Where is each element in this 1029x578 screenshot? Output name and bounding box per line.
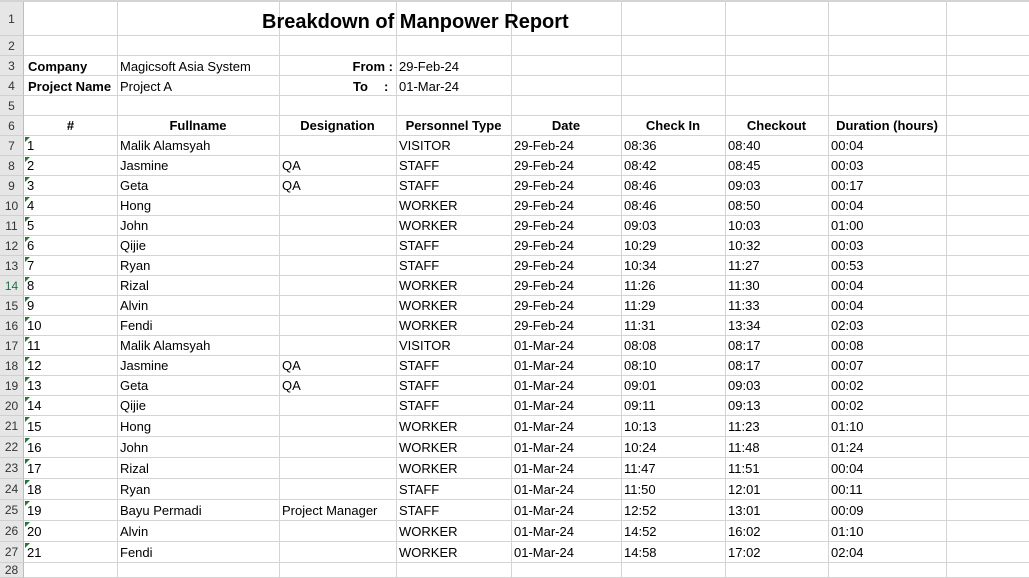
table-cell-name[interactable]: Alvin — [120, 298, 149, 313]
number-stored-as-text-indicator-icon — [25, 217, 30, 222]
table-cell-n[interactable]: 19 — [27, 503, 42, 518]
row-header[interactable]: 17 — [0, 336, 24, 356]
table-cell-dur[interactable]: 00:03 — [831, 158, 864, 173]
table-cell-n[interactable]: 5 — [27, 218, 35, 233]
table-cell-out[interactable]: 09:03 — [728, 378, 761, 393]
table-cell-name[interactable]: Fendi — [120, 318, 153, 333]
table-cell-name[interactable]: Rizal — [120, 278, 149, 293]
table-cell-type[interactable]: WORKER — [399, 198, 458, 213]
table-cell-out[interactable]: 11:48 — [728, 440, 760, 455]
table-cell-date[interactable]: 29-Feb-24 — [514, 318, 574, 333]
table-cell-designation[interactable] — [279, 256, 396, 276]
column-header[interactable]: Date — [551, 118, 581, 133]
table-cell-designation[interactable] — [279, 296, 396, 316]
table-cell-dur[interactable]: 00:03 — [831, 238, 864, 253]
number-stored-as-text-indicator-icon — [25, 337, 30, 342]
table-cell-out[interactable]: 11:30 — [728, 278, 760, 293]
table-cell-dur[interactable]: 02:04 — [831, 545, 864, 560]
table-cell-date[interactable]: 29-Feb-24 — [514, 198, 574, 213]
table-cell-name[interactable]: Hong — [120, 419, 152, 434]
number-stored-as-text-indicator-icon — [25, 397, 30, 402]
table-cell-name[interactable]: Rizal — [120, 461, 149, 476]
table-cell-n[interactable]: 7 — [27, 258, 35, 273]
table-cell-name[interactable]: Qijie — [120, 398, 147, 413]
table-cell-name[interactable]: Qijie — [120, 238, 147, 253]
row-header[interactable]: 5 — [0, 96, 24, 116]
table-cell-n[interactable]: 13 — [27, 378, 42, 393]
table-cell-n[interactable]: 8 — [27, 278, 35, 293]
table-cell-type[interactable]: WORKER — [399, 318, 458, 333]
number-stored-as-text-indicator-icon — [25, 377, 30, 382]
table-cell-date[interactable]: 29-Feb-24 — [514, 178, 574, 193]
number-stored-as-text-indicator-icon — [25, 480, 30, 485]
table-cell-designation[interactable] — [279, 216, 396, 236]
number-stored-as-text-indicator-icon — [25, 543, 30, 548]
number-stored-as-text-indicator-icon — [25, 438, 30, 443]
table-cell-designation[interactable] — [279, 542, 396, 563]
table-cell-dur[interactable]: 00:04 — [831, 138, 864, 153]
table-cell-designation[interactable] — [279, 196, 396, 216]
table-cell-n[interactable]: 3 — [27, 178, 35, 193]
table-cell-in[interactable]: 11:26 — [624, 278, 656, 293]
table-cell-name[interactable]: Geta — [120, 378, 149, 393]
table-cell-type[interactable]: WORKER — [399, 545, 458, 560]
column-header[interactable]: # — [66, 118, 75, 133]
row-header[interactable]: 3 — [0, 56, 24, 76]
table-cell-date[interactable]: 01-Mar-24 — [514, 440, 574, 455]
table-cell-designation[interactable] — [279, 437, 396, 458]
table-cell-out[interactable]: 08:17 — [728, 358, 761, 373]
table-cell-date[interactable]: 01-Mar-24 — [514, 378, 574, 393]
table-cell-name[interactable]: Geta — [120, 178, 149, 193]
table-cell-type[interactable]: WORKER — [399, 278, 458, 293]
table-cell-designation[interactable] — [279, 276, 396, 296]
table-cell-in[interactable]: 14:52 — [624, 524, 657, 539]
table-cell-out[interactable]: 11:51 — [728, 461, 760, 476]
table-cell-in[interactable]: 08:46 — [624, 198, 657, 213]
table-cell-name[interactable]: Ryan — [120, 482, 151, 497]
column-header[interactable]: Personnel Type — [405, 118, 502, 133]
table-cell-out[interactable]: 11:27 — [728, 258, 760, 273]
to-colon[interactable]: : — [384, 79, 389, 94]
table-cell-n[interactable]: 11 — [27, 338, 41, 353]
table-cell-dur[interactable]: 00:07 — [831, 358, 864, 373]
table-cell-dur[interactable]: 00:11 — [831, 482, 863, 497]
row-header[interactable]: 4 — [0, 76, 24, 96]
number-stored-as-text-indicator-icon — [25, 297, 30, 302]
row-header[interactable]: 6 — [0, 116, 24, 136]
row-header[interactable]: 25 — [0, 500, 24, 521]
table-cell-in[interactable]: 10:34 — [624, 258, 657, 273]
column-header[interactable]: Designation — [300, 118, 375, 133]
column-header[interactable]: Checkout — [746, 118, 807, 133]
table-cell-out[interactable]: 12:01 — [728, 482, 761, 497]
table-cell-designation[interactable] — [279, 236, 396, 256]
table-cell-out[interactable]: 09:13 — [728, 398, 761, 413]
table-cell-in[interactable]: 10:29 — [624, 238, 657, 253]
table-cell-in[interactable]: 14:58 — [624, 545, 657, 560]
table-cell-in[interactable]: 10:13 — [624, 419, 657, 434]
table-cell-out[interactable]: 13:34 — [728, 318, 761, 333]
table-cell-n[interactable]: 1 — [27, 138, 35, 153]
table-cell-designation[interactable]: QA — [282, 178, 301, 193]
table-cell-date[interactable]: 01-Mar-24 — [514, 503, 574, 518]
table-cell-dur[interactable]: 00:04 — [831, 278, 864, 293]
table-cell-dur[interactable]: 00:17 — [831, 178, 864, 193]
table-cell-type[interactable]: STAFF — [399, 238, 440, 253]
table-cell-out[interactable]: 08:50 — [728, 198, 761, 213]
report-title[interactable]: Breakdown of Manpower Report — [262, 11, 569, 33]
column-header-strip — [0, 0, 1029, 2]
table-cell-date[interactable]: 29-Feb-24 — [514, 258, 574, 273]
row-header[interactable]: 18 — [0, 356, 24, 376]
table-cell-dur[interactable]: 01:10 — [831, 419, 864, 434]
row-header[interactable]: 1 — [0, 2, 24, 36]
table-cell-name[interactable]: John — [120, 440, 149, 455]
table-cell-dur[interactable]: 00:04 — [831, 198, 864, 213]
table-cell-in[interactable]: 09:01 — [624, 378, 657, 393]
row-header[interactable]: 27 — [0, 542, 24, 563]
table-cell-name[interactable]: Jasmine — [120, 158, 169, 173]
number-stored-as-text-indicator-icon — [25, 459, 30, 464]
from-value[interactable]: 29-Feb-24 — [399, 59, 459, 74]
table-cell-name[interactable]: Ryan — [120, 258, 151, 273]
number-stored-as-text-indicator-icon — [25, 237, 30, 242]
table-cell-n[interactable]: 9 — [27, 298, 35, 313]
table-cell-type[interactable]: WORKER — [399, 461, 458, 476]
number-stored-as-text-indicator-icon — [25, 197, 30, 202]
table-cell-dur[interactable]: 01:24 — [831, 440, 864, 455]
table-cell-n[interactable]: 15 — [27, 419, 42, 434]
table-cell-name[interactable]: Malik Alamsyah — [120, 338, 211, 353]
table-cell-date[interactable]: 01-Mar-24 — [514, 338, 574, 353]
table-cell-type[interactable]: STAFF — [399, 378, 440, 393]
table-cell-n[interactable]: 21 — [27, 545, 42, 560]
table-cell-n[interactable]: 20 — [27, 524, 42, 539]
number-stored-as-text-indicator-icon — [25, 277, 30, 282]
table-cell-in[interactable]: 10:24 — [624, 440, 657, 455]
table-cell-out[interactable]: 17:02 — [728, 545, 761, 560]
table-cell-date[interactable]: 29-Feb-24 — [514, 278, 574, 293]
table-cell-type[interactable]: VISITOR — [399, 338, 451, 353]
table-cell-dur[interactable]: 00:08 — [831, 338, 864, 353]
table-cell-dur[interactable]: 00:04 — [831, 298, 864, 313]
table-cell-in[interactable]: 09:03 — [624, 218, 657, 233]
table-cell-out[interactable]: 10:03 — [728, 218, 761, 233]
table-cell-in[interactable]: 11:29 — [624, 298, 656, 313]
table-cell-in[interactable]: 08:46 — [624, 178, 657, 193]
table-cell-date[interactable]: 29-Feb-24 — [514, 238, 574, 253]
table-cell-out[interactable]: 09:03 — [728, 178, 761, 193]
company-label[interactable]: Company — [28, 59, 88, 74]
row-header[interactable]: 15 — [0, 296, 24, 316]
to-value[interactable]: 01-Mar-24 — [399, 79, 459, 94]
table-cell-dur[interactable]: 02:03 — [831, 318, 864, 333]
project-value[interactable]: Project A — [120, 79, 173, 94]
number-stored-as-text-indicator-icon — [25, 257, 30, 262]
to-label[interactable]: To — [353, 79, 368, 94]
table-cell-out[interactable]: 08:45 — [728, 158, 761, 173]
table-cell-designation[interactable]: QA — [282, 358, 301, 373]
table-cell-in[interactable]: 12:52 — [624, 503, 657, 518]
table-cell-designation[interactable]: QA — [282, 378, 301, 393]
project-label[interactable]: Project Name — [28, 79, 112, 94]
number-stored-as-text-indicator-icon — [25, 522, 30, 527]
row-header[interactable]: 2 — [0, 36, 24, 56]
table-cell-type[interactable]: WORKER — [399, 419, 458, 434]
table-cell-date[interactable]: 01-Mar-24 — [514, 398, 574, 413]
row-header[interactable]: 14 — [0, 276, 24, 296]
table-cell-designation[interactable] — [279, 521, 396, 542]
table-cell-out[interactable]: 11:23 — [728, 419, 760, 434]
table-cell-type[interactable]: WORKER — [399, 298, 458, 313]
table-cell-type[interactable]: STAFF — [399, 178, 440, 193]
table-cell-in[interactable]: 08:42 — [624, 158, 657, 173]
table-cell-n[interactable]: 4 — [27, 198, 35, 213]
table-cell-dur[interactable]: 00:02 — [831, 398, 864, 413]
table-cell-date[interactable]: 29-Feb-24 — [514, 138, 574, 153]
number-stored-as-text-indicator-icon — [25, 501, 30, 506]
table-cell-designation[interactable] — [279, 396, 396, 416]
table-cell-dur[interactable]: 00:02 — [831, 378, 864, 393]
row-header[interactable]: 21 — [0, 416, 24, 437]
column-header[interactable]: Check In — [645, 118, 701, 133]
number-stored-as-text-indicator-icon — [25, 157, 30, 162]
row-header[interactable]: 11 — [0, 216, 24, 236]
table-cell-in[interactable]: 08:08 — [624, 338, 657, 353]
table-cell-date[interactable]: 01-Mar-24 — [514, 358, 574, 373]
table-cell-designation[interactable] — [279, 316, 396, 336]
table-cell-in[interactable]: 08:36 — [624, 138, 657, 153]
table-cell-n[interactable]: 14 — [27, 398, 42, 413]
table-cell-date[interactable]: 29-Feb-24 — [514, 298, 574, 313]
table-cell-n[interactable]: 18 — [27, 482, 42, 497]
column-header[interactable]: Duration (hours) — [836, 118, 938, 133]
row-header[interactable]: 22 — [0, 437, 24, 458]
row-header[interactable]: 8 — [0, 156, 24, 176]
company-value[interactable]: Magicsoft Asia System — [120, 59, 251, 74]
row-header[interactable]: 26 — [0, 521, 24, 542]
table-cell-type[interactable]: STAFF — [399, 503, 440, 518]
table-cell-type[interactable]: WORKER — [399, 218, 458, 233]
table-cell-designation[interactable]: Project Manager — [282, 503, 378, 518]
gridline-horizontal — [24, 55, 1029, 56]
table-cell-out[interactable]: 10:32 — [728, 238, 761, 253]
table-cell-n[interactable]: 10 — [27, 318, 42, 333]
number-stored-as-text-indicator-icon — [25, 357, 30, 362]
table-cell-dur[interactable]: 00:09 — [831, 503, 864, 518]
row-header[interactable]: 7 — [0, 136, 24, 156]
number-stored-as-text-indicator-icon — [25, 137, 30, 142]
row-header[interactable]: 20 — [0, 396, 24, 416]
table-cell-designation[interactable] — [279, 458, 396, 479]
table-cell-n[interactable]: 2 — [27, 158, 35, 173]
table-cell-n[interactable]: 17 — [27, 461, 42, 476]
row-header[interactable]: 10 — [0, 196, 24, 216]
table-cell-out[interactable]: 08:40 — [728, 138, 761, 153]
gridline-vertical — [946, 0, 947, 578]
table-cell-in[interactable]: 11:47 — [624, 461, 656, 476]
table-cell-designation[interactable]: QA — [282, 158, 301, 173]
table-cell-type[interactable]: STAFF — [399, 358, 440, 373]
table-cell-date[interactable]: 01-Mar-24 — [514, 461, 574, 476]
table-cell-date[interactable]: 01-Mar-24 — [514, 524, 574, 539]
table-cell-designation[interactable] — [279, 336, 396, 356]
table-cell-out[interactable]: 13:01 — [728, 503, 761, 518]
table-cell-dur[interactable]: 00:04 — [831, 461, 864, 476]
table-cell-out[interactable]: 11:33 — [728, 298, 760, 313]
row-header[interactable]: 9 — [0, 176, 24, 196]
table-cell-type[interactable]: WORKER — [399, 440, 458, 455]
row-header[interactable]: 19 — [0, 376, 24, 396]
table-cell-in[interactable]: 11:50 — [624, 482, 656, 497]
table-cell-type[interactable]: VISITOR — [399, 138, 451, 153]
table-cell-in[interactable]: 09:11 — [624, 398, 656, 413]
number-stored-as-text-indicator-icon — [25, 317, 30, 322]
row-header[interactable]: 16 — [0, 316, 24, 336]
table-cell-n[interactable]: 6 — [27, 238, 35, 253]
table-cell-out[interactable]: 08:17 — [728, 338, 761, 353]
table-cell-n[interactable]: 16 — [27, 440, 42, 455]
table-cell-designation[interactable] — [279, 479, 396, 500]
row-header[interactable]: 12 — [0, 236, 24, 256]
table-cell-name[interactable]: Hong — [120, 198, 152, 213]
row-header[interactable]: 28 — [0, 563, 24, 578]
table-cell-name[interactable]: Fendi — [120, 545, 153, 560]
table-cell-designation[interactable] — [279, 136, 396, 156]
table-cell-date[interactable]: 29-Feb-24 — [514, 218, 574, 233]
row-header[interactable]: 13 — [0, 256, 24, 276]
table-cell-name[interactable]: John — [120, 218, 149, 233]
number-stored-as-text-indicator-icon — [25, 177, 30, 182]
table-cell-type[interactable]: STAFF — [399, 158, 440, 173]
table-cell-dur[interactable]: 00:53 — [831, 258, 864, 273]
row-header[interactable]: 23 — [0, 458, 24, 479]
table-cell-date[interactable]: 01-Mar-24 — [514, 545, 574, 560]
table-cell-name[interactable]: Malik Alamsyah — [120, 138, 211, 153]
from-label[interactable]: From : — [352, 59, 393, 74]
table-cell-in[interactable]: 11:31 — [624, 318, 656, 333]
table-cell-date[interactable]: 01-Mar-24 — [514, 482, 574, 497]
table-cell-dur[interactable]: 01:00 — [831, 218, 864, 233]
number-stored-as-text-indicator-icon — [25, 417, 30, 422]
table-cell-type[interactable]: STAFF — [399, 482, 440, 497]
table-cell-date[interactable]: 01-Mar-24 — [514, 419, 574, 434]
table-cell-dur[interactable]: 01:10 — [831, 524, 864, 539]
table-cell-date[interactable]: 29-Feb-24 — [514, 158, 574, 173]
table-cell-designation[interactable] — [279, 416, 396, 437]
column-header[interactable]: Fullname — [169, 118, 227, 133]
table-cell-type[interactable]: STAFF — [399, 258, 440, 273]
table-cell-in[interactable]: 08:10 — [624, 358, 657, 373]
table-cell-name[interactable]: Alvin — [120, 524, 149, 539]
table-cell-name[interactable]: Jasmine — [120, 358, 169, 373]
table-cell-out[interactable]: 16:02 — [728, 524, 761, 539]
row-header[interactable]: 24 — [0, 479, 24, 500]
table-cell-n[interactable]: 12 — [27, 358, 42, 373]
table-cell-type[interactable]: STAFF — [399, 398, 440, 413]
table-cell-type[interactable]: WORKER — [399, 524, 458, 539]
table-cell-name[interactable]: Bayu Permadi — [120, 503, 202, 518]
